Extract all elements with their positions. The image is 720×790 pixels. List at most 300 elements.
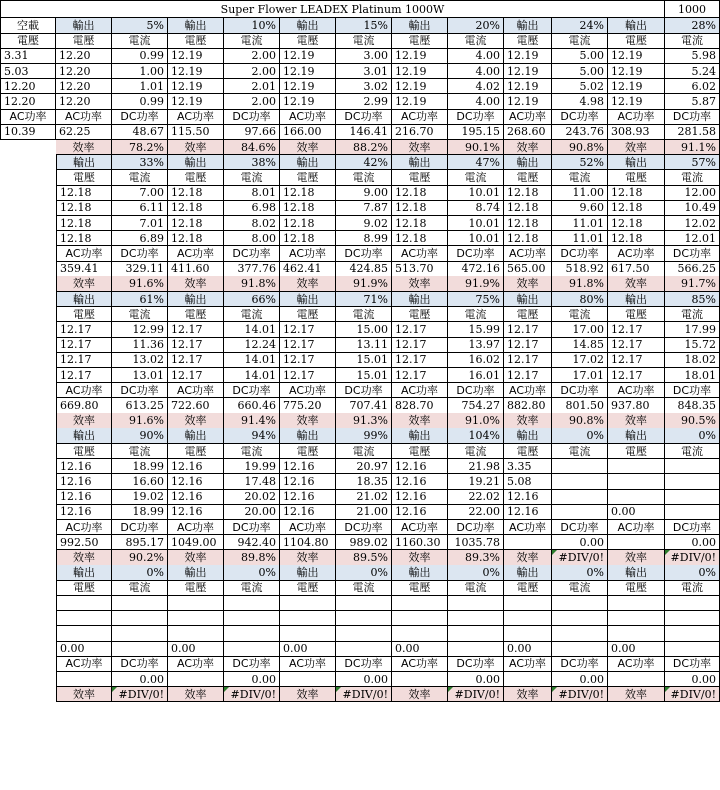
dc-power-value[interactable]: 0.00 — [224, 672, 280, 688]
voltage-value[interactable] — [608, 626, 665, 642]
current-value[interactable]: 10.01 — [448, 231, 504, 247]
efficiency-value[interactable]: #DIV/0! — [552, 550, 608, 566]
output-label[interactable]: 輸出 — [280, 565, 336, 581]
voltage-value[interactable]: 12.16 — [280, 459, 336, 475]
voltage-value[interactable]: 12.18 — [168, 231, 224, 247]
no-load-voltage[interactable]: 5.03 — [0, 64, 56, 80]
output-label[interactable]: 輸出 — [392, 18, 448, 34]
voltage-value[interactable]: 12.17 — [56, 322, 112, 338]
efficiency-label[interactable]: 效率 — [280, 413, 336, 429]
voltage-header[interactable]: 電壓 — [280, 170, 336, 186]
efficiency-label[interactable]: 效率 — [504, 413, 552, 429]
ac-power-value[interactable] — [608, 535, 665, 551]
current-value[interactable] — [552, 596, 608, 612]
dc-power-header[interactable]: DC功率 — [552, 656, 608, 672]
voltage-value[interactable] — [280, 596, 336, 612]
dc-power-header[interactable]: DC功率 — [112, 109, 168, 125]
voltage-value[interactable]: 12.16 — [392, 474, 448, 490]
current-value[interactable] — [552, 641, 608, 657]
voltage-value[interactable]: 12.19 — [608, 94, 665, 110]
voltage-value[interactable]: 12.17 — [168, 322, 224, 338]
current-value[interactable]: 15.99 — [448, 322, 504, 338]
efficiency-value[interactable]: 91.6% — [112, 276, 168, 292]
current-value[interactable] — [552, 611, 608, 627]
current-value[interactable] — [665, 474, 720, 490]
current-header[interactable]: 電流 — [112, 580, 168, 596]
voltage-value[interactable] — [608, 489, 665, 505]
voltage-header[interactable]: 電壓 — [504, 33, 552, 49]
dc-power-value[interactable]: 989.02 — [336, 535, 392, 551]
ac-power-header[interactable]: AC功率 — [280, 109, 336, 125]
ac-power-value[interactable]: 411.60 — [168, 261, 224, 277]
dc-power-header[interactable]: DC功率 — [665, 383, 720, 399]
current-value[interactable]: 4.00 — [448, 94, 504, 110]
voltage-header[interactable]: 電壓 — [392, 170, 448, 186]
voltage-value[interactable]: 12.17 — [608, 368, 665, 384]
current-value[interactable]: 7.87 — [336, 200, 392, 216]
current-value[interactable]: 22.02 — [448, 489, 504, 505]
voltage-value[interactable]: 12.19 — [392, 94, 448, 110]
voltage-value[interactable]: 12.18 — [392, 185, 448, 201]
current-header[interactable]: 電流 — [552, 33, 608, 49]
efficiency-value[interactable]: 91.8% — [224, 276, 280, 292]
efficiency-value[interactable]: #DIV/0! — [112, 687, 168, 703]
ac-power-value[interactable] — [504, 672, 552, 688]
load-percent[interactable]: 104% — [448, 428, 504, 444]
current-value[interactable]: 10.49 — [665, 200, 720, 216]
output-label[interactable]: 輸出 — [280, 292, 336, 308]
voltage-value[interactable]: 12.16 — [168, 504, 224, 520]
output-label[interactable]: 輸出 — [280, 18, 336, 34]
voltage-value[interactable]: 12.18 — [392, 200, 448, 216]
ac-power-header[interactable]: AC功率 — [280, 520, 336, 536]
current-header[interactable]: 電流 — [224, 444, 280, 460]
current-value[interactable]: 3.01 — [336, 64, 392, 80]
ac-power-header[interactable]: AC功率 — [608, 656, 665, 672]
voltage-value[interactable]: 12.17 — [504, 322, 552, 338]
current-value[interactable]: 5.87 — [665, 94, 720, 110]
efficiency-value[interactable]: 91.3% — [336, 413, 392, 429]
current-header[interactable]: 電流 — [224, 580, 280, 596]
voltage-value[interactable] — [392, 611, 448, 627]
voltage-value[interactable]: 12.20 — [56, 79, 112, 95]
current-value[interactable]: 0.99 — [112, 48, 168, 64]
current-header[interactable]: 電流 — [448, 33, 504, 49]
voltage-value[interactable]: 12.19 — [168, 94, 224, 110]
efficiency-value[interactable]: 91.8% — [552, 276, 608, 292]
output-label[interactable]: 輸出 — [56, 18, 112, 34]
voltage-header[interactable]: 電壓 — [280, 307, 336, 323]
current-header[interactable]: 電流 — [224, 33, 280, 49]
ac-power-value[interactable]: 828.70 — [392, 398, 448, 414]
efficiency-label[interactable]: 效率 — [56, 550, 112, 566]
dc-power-header[interactable]: DC功率 — [552, 109, 608, 125]
no-load-voltage[interactable]: 3.31 — [0, 48, 56, 64]
current-value[interactable]: 19.99 — [224, 459, 280, 475]
load-percent[interactable]: 85% — [665, 292, 720, 308]
current-value[interactable] — [552, 489, 608, 505]
ac-power-value[interactable]: 268.60 — [504, 124, 552, 140]
ac-power-header[interactable]: AC功率 — [392, 383, 448, 399]
voltage-value[interactable]: 12.20 — [56, 48, 112, 64]
dc-power-header[interactable]: DC功率 — [448, 383, 504, 399]
voltage-header[interactable]: 電壓 — [168, 307, 224, 323]
dc-power-value[interactable]: 0.00 — [448, 672, 504, 688]
output-label[interactable]: 輸出 — [504, 428, 552, 444]
dc-power-value[interactable]: 377.76 — [224, 261, 280, 277]
voltage-header[interactable]: 電壓 — [56, 170, 112, 186]
load-percent[interactable]: 10% — [224, 18, 280, 34]
current-value[interactable]: 4.00 — [448, 48, 504, 64]
voltage-value[interactable]: 12.17 — [392, 368, 448, 384]
ac-power-header[interactable]: AC功率 — [280, 383, 336, 399]
ac-power-value[interactable]: 1049.00 — [168, 535, 224, 551]
load-percent[interactable]: 0% — [448, 565, 504, 581]
no-load-ac-value[interactable]: 10.39 — [0, 124, 56, 140]
current-value[interactable]: 6.02 — [665, 79, 720, 95]
voltage-value[interactable] — [504, 611, 552, 627]
voltage-value[interactable]: 0.00 — [280, 641, 336, 657]
current-value[interactable] — [665, 596, 720, 612]
ac-power-header[interactable]: AC功率 — [56, 383, 112, 399]
current-value[interactable] — [448, 641, 504, 657]
load-percent[interactable]: 0% — [665, 565, 720, 581]
efficiency-label[interactable]: 效率 — [608, 140, 665, 156]
voltage-value[interactable]: 12.19 — [608, 79, 665, 95]
current-value[interactable]: 5.00 — [552, 64, 608, 80]
load-percent[interactable]: 5% — [112, 18, 168, 34]
ac-power-header[interactable]: AC功率 — [56, 246, 112, 262]
voltage-value[interactable]: 12.18 — [608, 200, 665, 216]
current-value[interactable]: 12.02 — [665, 216, 720, 232]
ac-power-value[interactable]: 166.00 — [280, 124, 336, 140]
dc-power-value[interactable]: 146.41 — [336, 124, 392, 140]
efficiency-value[interactable]: 90.8% — [552, 413, 608, 429]
voltage-value[interactable]: 12.17 — [608, 322, 665, 338]
voltage-value[interactable] — [392, 626, 448, 642]
voltage-value[interactable]: 12.16 — [56, 459, 112, 475]
efficiency-label[interactable]: 效率 — [56, 140, 112, 156]
current-value[interactable]: 20.02 — [224, 489, 280, 505]
dc-power-header[interactable]: DC功率 — [448, 656, 504, 672]
current-header[interactable]: 電流 — [665, 444, 720, 460]
efficiency-label[interactable]: 效率 — [504, 276, 552, 292]
dc-power-header[interactable]: DC功率 — [336, 383, 392, 399]
ac-power-header[interactable]: AC功率 — [168, 656, 224, 672]
current-header[interactable]: 電流 — [336, 307, 392, 323]
current-value[interactable]: 12.99 — [112, 322, 168, 338]
efficiency-label[interactable]: 效率 — [168, 413, 224, 429]
efficiency-label[interactable]: 效率 — [392, 140, 448, 156]
current-value[interactable] — [112, 626, 168, 642]
load-percent[interactable]: 20% — [448, 18, 504, 34]
voltage-header[interactable]: 電壓 — [392, 580, 448, 596]
load-percent[interactable]: 15% — [336, 18, 392, 34]
dc-power-header[interactable]: DC功率 — [448, 109, 504, 125]
current-header[interactable]: 電流 — [224, 170, 280, 186]
efficiency-value[interactable]: 88.2% — [336, 140, 392, 156]
current-value[interactable]: 7.01 — [112, 216, 168, 232]
output-label[interactable]: 輸出 — [392, 155, 448, 171]
voltage-value[interactable]: 0.00 — [56, 641, 112, 657]
dc-power-value[interactable]: 0.00 — [552, 535, 608, 551]
current-value[interactable]: 6.11 — [112, 200, 168, 216]
current-value[interactable]: 12.01 — [665, 231, 720, 247]
voltage-header[interactable]: 電壓 — [608, 444, 665, 460]
voltage-value[interactable]: 12.17 — [168, 337, 224, 353]
ac-power-value[interactable]: 722.60 — [168, 398, 224, 414]
current-value[interactable]: 2.01 — [224, 79, 280, 95]
voltage-value[interactable] — [168, 626, 224, 642]
voltage-header[interactable]: 電壓 — [56, 307, 112, 323]
voltage-value[interactable]: 12.18 — [280, 200, 336, 216]
current-value[interactable]: 2.00 — [224, 48, 280, 64]
current-value[interactable] — [665, 459, 720, 475]
current-header[interactable]: 電流 — [448, 170, 504, 186]
efficiency-label[interactable]: 效率 — [56, 276, 112, 292]
dc-power-header[interactable]: DC功率 — [665, 109, 720, 125]
output-label[interactable]: 輸出 — [56, 565, 112, 581]
voltage-value[interactable]: 12.19 — [504, 79, 552, 95]
efficiency-value[interactable]: 91.9% — [448, 276, 504, 292]
current-value[interactable]: 1.01 — [112, 79, 168, 95]
ac-power-value[interactable] — [168, 672, 224, 688]
dc-power-header[interactable]: DC功率 — [224, 520, 280, 536]
voltage-value[interactable]: 12.16 — [280, 474, 336, 490]
current-value[interactable] — [665, 611, 720, 627]
output-label[interactable]: 輸出 — [504, 565, 552, 581]
output-label[interactable]: 輸出 — [168, 428, 224, 444]
current-value[interactable]: 12.24 — [224, 337, 280, 353]
current-value[interactable]: 11.01 — [552, 231, 608, 247]
current-value[interactable]: 20.00 — [224, 504, 280, 520]
voltage-value[interactable]: 12.17 — [608, 352, 665, 368]
voltage-value[interactable]: 12.16 — [280, 489, 336, 505]
current-value[interactable]: 11.00 — [552, 185, 608, 201]
ac-power-value[interactable] — [608, 672, 665, 688]
efficiency-label[interactable]: 效率 — [504, 550, 552, 566]
voltage-value[interactable]: 12.17 — [280, 368, 336, 384]
efficiency-label[interactable]: 效率 — [392, 687, 448, 703]
voltage-value[interactable]: 12.17 — [56, 352, 112, 368]
voltage-value[interactable]: 12.17 — [280, 322, 336, 338]
voltage-value[interactable]: 12.19 — [392, 64, 448, 80]
current-value[interactable]: 16.02 — [448, 352, 504, 368]
current-header[interactable]: 電流 — [552, 307, 608, 323]
current-value[interactable]: 13.01 — [112, 368, 168, 384]
efficiency-label[interactable]: 效率 — [56, 413, 112, 429]
efficiency-label[interactable]: 效率 — [504, 687, 552, 703]
output-label[interactable]: 輸出 — [392, 292, 448, 308]
voltage-value[interactable]: 12.19 — [280, 48, 336, 64]
current-value[interactable]: 15.01 — [336, 368, 392, 384]
ac-power-value[interactable] — [280, 672, 336, 688]
current-value[interactable]: 8.74 — [448, 200, 504, 216]
voltage-value[interactable]: 12.18 — [168, 185, 224, 201]
ac-power-header[interactable]: AC功率 — [504, 383, 552, 399]
efficiency-value[interactable]: 84.6% — [224, 140, 280, 156]
voltage-value[interactable]: 12.18 — [504, 216, 552, 232]
current-header[interactable]: 電流 — [448, 307, 504, 323]
voltage-value[interactable] — [504, 596, 552, 612]
voltage-value[interactable]: 12.17 — [608, 337, 665, 353]
current-value[interactable]: 4.02 — [448, 79, 504, 95]
ac-power-value[interactable]: 308.93 — [608, 124, 665, 140]
current-header[interactable]: 電流 — [112, 307, 168, 323]
voltage-value[interactable]: 12.18 — [56, 231, 112, 247]
current-value[interactable]: 5.00 — [552, 48, 608, 64]
ac-power-header[interactable]: AC功率 — [280, 656, 336, 672]
efficiency-value[interactable]: 89.3% — [448, 550, 504, 566]
ac-power-value[interactable]: 617.50 — [608, 261, 665, 277]
efficiency-value[interactable]: 91.0% — [448, 413, 504, 429]
current-value[interactable]: 13.02 — [112, 352, 168, 368]
voltage-header[interactable]: 電壓 — [168, 580, 224, 596]
ac-power-header[interactable]: AC功率 — [504, 109, 552, 125]
voltage-header[interactable]: 電壓 — [280, 33, 336, 49]
dc-power-header[interactable]: DC功率 — [336, 246, 392, 262]
dc-power-value[interactable]: 895.17 — [112, 535, 168, 551]
ac-power-header[interactable]: AC功率 — [56, 520, 112, 536]
efficiency-label[interactable]: 效率 — [280, 550, 336, 566]
voltage-value[interactable]: 0.00 — [168, 641, 224, 657]
current-value[interactable]: 8.00 — [224, 231, 280, 247]
efficiency-label[interactable]: 效率 — [392, 413, 448, 429]
ac-power-value[interactable]: 565.00 — [504, 261, 552, 277]
load-percent[interactable]: 99% — [336, 428, 392, 444]
current-value[interactable] — [552, 459, 608, 475]
current-value[interactable]: 20.97 — [336, 459, 392, 475]
ac-power-header[interactable]: AC功率 — [608, 109, 665, 125]
efficiency-value[interactable]: 91.1% — [665, 140, 720, 156]
voltage-header[interactable]: 電壓 — [56, 580, 112, 596]
current-value[interactable]: 8.01 — [224, 185, 280, 201]
current-value[interactable]: 14.01 — [224, 352, 280, 368]
current-value[interactable]: 9.02 — [336, 216, 392, 232]
output-label[interactable]: 輸出 — [56, 428, 112, 444]
efficiency-label[interactable]: 效率 — [608, 413, 665, 429]
dc-power-header[interactable]: DC功率 — [224, 109, 280, 125]
ac-power-header[interactable]: AC功率 — [168, 109, 224, 125]
dc-power-header[interactable]: DC功率 — [336, 520, 392, 536]
ac-power-header[interactable]: AC功率 — [168, 246, 224, 262]
current-value[interactable]: 2.00 — [224, 64, 280, 80]
current-value[interactable]: 19.21 — [448, 474, 504, 490]
efficiency-value[interactable]: 78.2% — [112, 140, 168, 156]
load-percent[interactable]: 0% — [224, 565, 280, 581]
current-header[interactable]: 電流 — [665, 307, 720, 323]
voltage-value[interactable]: 0.00 — [504, 641, 552, 657]
current-value[interactable]: 10.01 — [448, 185, 504, 201]
load-percent[interactable]: 33% — [112, 155, 168, 171]
output-label[interactable]: 輸出 — [608, 292, 665, 308]
no-load-voltage[interactable]: 12.20 — [0, 94, 56, 110]
load-percent[interactable]: 52% — [552, 155, 608, 171]
ac-power-value[interactable]: 1160.30 — [392, 535, 448, 551]
voltage-value[interactable] — [504, 626, 552, 642]
efficiency-value[interactable]: #DIV/0! — [665, 550, 720, 566]
current-value[interactable]: 15.72 — [665, 337, 720, 353]
dc-power-value[interactable]: 707.41 — [336, 398, 392, 414]
current-value[interactable]: 6.89 — [112, 231, 168, 247]
dc-power-value[interactable]: 329.11 — [112, 261, 168, 277]
dc-power-header[interactable]: DC功率 — [112, 383, 168, 399]
efficiency-value[interactable]: 91.9% — [336, 276, 392, 292]
dc-power-value[interactable]: 0.00 — [552, 672, 608, 688]
voltage-value[interactable]: 12.16 — [168, 489, 224, 505]
current-value[interactable]: 9.60 — [552, 200, 608, 216]
ac-power-header[interactable]: AC功率 — [392, 109, 448, 125]
ac-power-value[interactable]: 216.70 — [392, 124, 448, 140]
voltage-value[interactable]: 12.16 — [504, 489, 552, 505]
voltage-value[interactable]: 12.18 — [280, 216, 336, 232]
voltage-value[interactable]: 12.18 — [56, 185, 112, 201]
voltage-value[interactable]: 12.16 — [56, 474, 112, 490]
voltage-value[interactable]: 12.16 — [168, 459, 224, 475]
dc-power-header[interactable]: DC功率 — [224, 246, 280, 262]
current-value[interactable] — [552, 474, 608, 490]
current-value[interactable] — [224, 596, 280, 612]
voltage-value[interactable]: 12.18 — [280, 231, 336, 247]
voltage-value[interactable]: 12.16 — [392, 504, 448, 520]
current-value[interactable] — [224, 611, 280, 627]
ac-power-value[interactable]: 1104.80 — [280, 535, 336, 551]
current-value[interactable]: 14.85 — [552, 337, 608, 353]
load-percent[interactable]: 61% — [112, 292, 168, 308]
current-value[interactable]: 19.02 — [112, 489, 168, 505]
load-percent[interactable]: 0% — [336, 565, 392, 581]
dc-power-value[interactable]: 848.35 — [665, 398, 720, 414]
current-value[interactable]: 15.00 — [336, 322, 392, 338]
current-value[interactable] — [665, 626, 720, 642]
output-label[interactable]: 輸出 — [392, 565, 448, 581]
voltage-header[interactable]: 電壓 — [504, 307, 552, 323]
voltage-value[interactable]: 0.00 — [608, 641, 665, 657]
dc-power-header[interactable]: DC功率 — [448, 246, 504, 262]
output-label[interactable]: 輸出 — [504, 18, 552, 34]
dc-power-value[interactable]: 566.25 — [665, 261, 720, 277]
current-value[interactable]: 13.11 — [336, 337, 392, 353]
current-value[interactable]: 7.00 — [112, 185, 168, 201]
voltage-header[interactable]: 電壓 — [504, 170, 552, 186]
current-value[interactable]: 21.00 — [336, 504, 392, 520]
current-value[interactable] — [552, 504, 608, 520]
load-percent[interactable]: 0% — [552, 565, 608, 581]
voltage-value[interactable]: 12.18 — [608, 185, 665, 201]
current-value[interactable] — [112, 596, 168, 612]
dc-power-value[interactable]: 195.15 — [448, 124, 504, 140]
efficiency-label[interactable]: 效率 — [504, 140, 552, 156]
current-value[interactable]: 5.02 — [552, 79, 608, 95]
dc-power-value[interactable]: 48.67 — [112, 124, 168, 140]
dc-power-value[interactable]: 660.46 — [224, 398, 280, 414]
ac-power-value[interactable]: 937.80 — [608, 398, 665, 414]
efficiency-label[interactable]: 效率 — [280, 687, 336, 703]
current-value[interactable]: 5.98 — [665, 48, 720, 64]
voltage-header[interactable]: 電壓 — [608, 33, 665, 49]
current-value[interactable]: 4.98 — [552, 94, 608, 110]
dc-power-header[interactable]: DC功率 — [112, 520, 168, 536]
efficiency-label[interactable]: 效率 — [608, 687, 665, 703]
current-value[interactable] — [665, 504, 720, 520]
dc-power-value[interactable]: 0.00 — [336, 672, 392, 688]
efficiency-label[interactable]: 效率 — [608, 550, 665, 566]
current-value[interactable]: 14.01 — [224, 368, 280, 384]
efficiency-value[interactable]: 90.8% — [552, 140, 608, 156]
output-label[interactable]: 輸出 — [608, 565, 665, 581]
ac-power-header[interactable]: AC功率 — [504, 656, 552, 672]
current-value[interactable]: 18.01 — [665, 368, 720, 384]
